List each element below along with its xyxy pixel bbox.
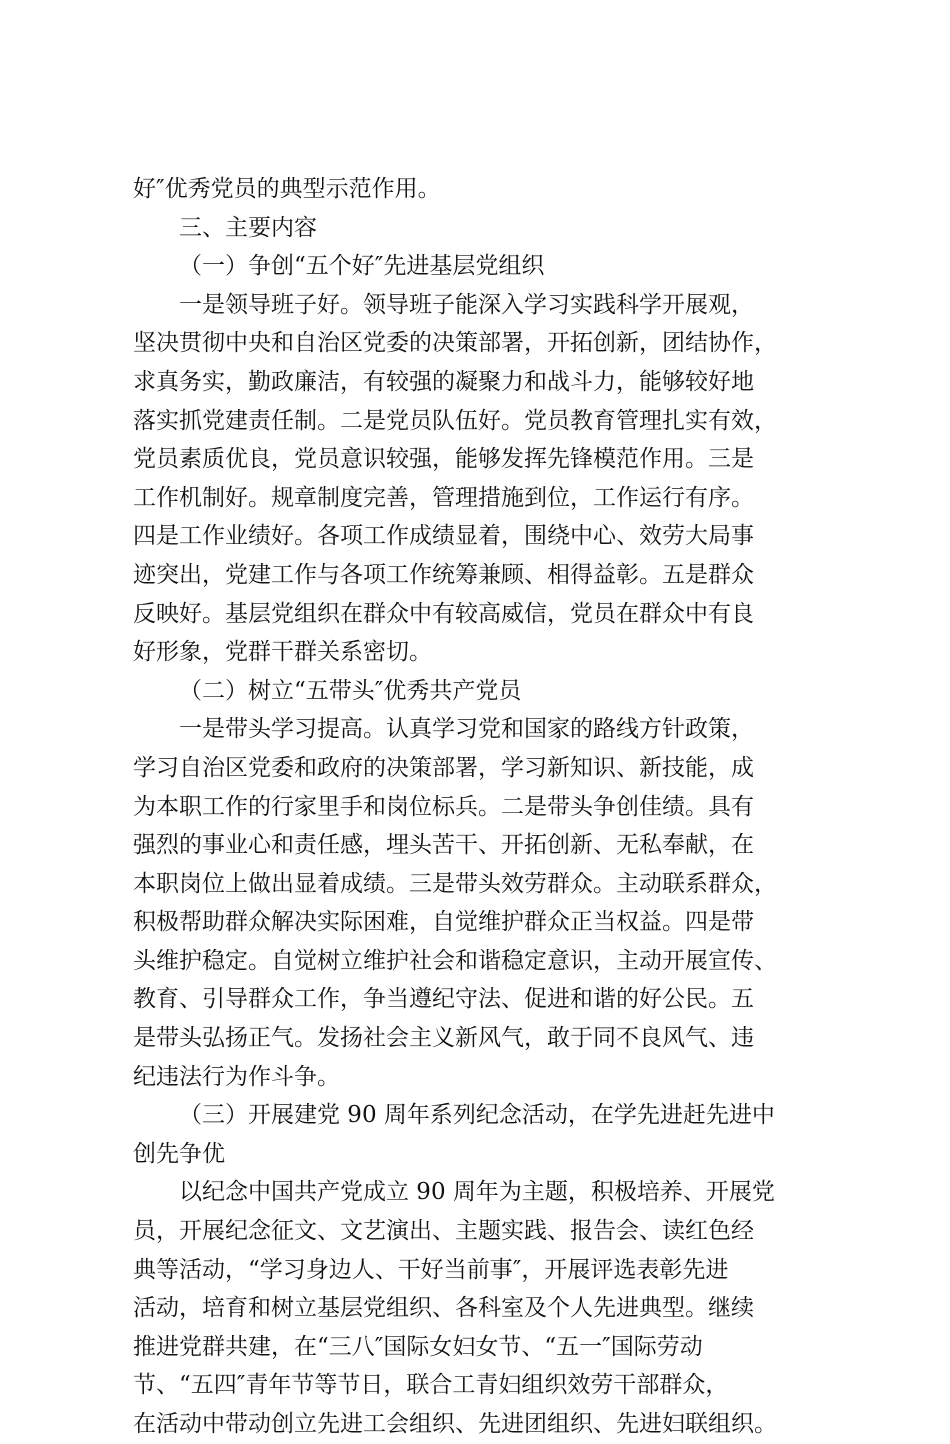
paragraph-line: 是带头弘扬正气。发扬社会主义新风气，敢于同不良风气、违 — [133, 1025, 754, 1052]
paragraph-line: 员，开展纪念征文、文艺演出、主题实践、报告会、读红色经 — [133, 1218, 754, 1245]
subsection-heading: （三）开展建党 90 周年系列纪念活动，在学先进赶先进中 — [179, 1102, 775, 1129]
subsection-heading-continued: 创先争优 — [133, 1140, 225, 1167]
paragraph-line: 学习自治区党委和政府的决策部署，学习新知识、新技能，成 — [133, 754, 754, 781]
paragraph-line: 求真务实，勤政廉洁，有较强的凝聚力和战斗力，能够较好地 — [133, 368, 754, 395]
paragraph-line: 党员素质优良，党员意识较强，能够发挥先锋模范作用。三是 — [133, 446, 754, 473]
paragraph-line: 迹突出，党建工作与各项工作统筹兼顾、相得益彰。五是群众 — [133, 561, 754, 588]
subsection-heading: （二）树立“五带头″优秀共产党员 — [179, 677, 522, 704]
paragraph-line: 好形象，党群干群关系密切。 — [133, 639, 432, 666]
paragraph-line: 反映好。基层党组织在群众中有较高威信，党员在群众中有良 — [133, 600, 754, 627]
paragraph-line: 一是带头学习提高。认真学习党和国家的路线方针政策， — [179, 716, 754, 743]
paragraph-line: 强烈的事业心和责任感，埋头苦干、开拓创新、无私奉献，在 — [133, 832, 754, 859]
paragraph-line: 一是领导班子好。领导班子能深入学习实践科学开展观， — [179, 291, 754, 318]
paragraph-line: 活动，培育和树立基层党组织、各科室及个人先进典型。继续 — [133, 1295, 754, 1322]
paragraph-line: 典等活动，“学习身边人、干好当前事″，开展评选表彰先进 — [133, 1256, 729, 1283]
paragraph-line: 工作机制好。规章制度完善，管理措施到位，工作运行有序。 — [133, 484, 754, 511]
document-body — [133, 170, 833, 1444]
paragraph-line: 推进党群共建，在“三八″国际女妇女节、“五一″国际劳动 — [133, 1333, 703, 1360]
paragraph-line: 坚决贯彻中央和自治区党委的决策部署，开拓创新，团结协作， — [133, 330, 777, 357]
paragraph-line: 教育、引导群众工作，争当遵纪守法、促进和谐的好公民。五 — [133, 986, 754, 1013]
paragraph-line: 为本职工作的行家里手和岗位标兵。二是带头争创佳绩。具有 — [133, 793, 754, 820]
paragraph-line: 节、“五四″青年节等节日，联合工青妇组织效劳干部群众， — [133, 1372, 729, 1399]
paragraph-line: 本职岗位上做出显着成绩。三是带头效劳群众。主动联系群众， — [133, 870, 777, 897]
paragraph-line: 在活动中带动创立先进工会组织、先进团组织、先进妇联组织。 — [133, 1411, 777, 1437]
paragraph-line: 四是工作业绩好。各项工作成绩显着，围绕中心、效劳大局事 — [133, 523, 754, 550]
section-heading: 三、主要内容 — [179, 214, 317, 241]
paragraph-line: 纪违法行为作斗争。 — [133, 1063, 340, 1090]
paragraph-line: 好″优秀党员的典型示范作用。 — [133, 176, 441, 202]
paragraph-line: 以纪念中国共产党成立 90 周年为主题，积极培养、开展党 — [179, 1179, 775, 1206]
paragraph-line: 头维护稳定。自觉树立维护社会和谐稳定意识，主动开展宣传、 — [133, 947, 777, 974]
paragraph-line: 积极帮助群众解决实际困难，自觉维护群众正当权益。四是带 — [133, 909, 754, 936]
paragraph-line: 落实抓党建责任制。二是党员队伍好。党员教育管理扎实有效， — [133, 407, 777, 434]
subsection-heading: （一）争创“五个好″先进基层党组织 — [179, 253, 545, 280]
